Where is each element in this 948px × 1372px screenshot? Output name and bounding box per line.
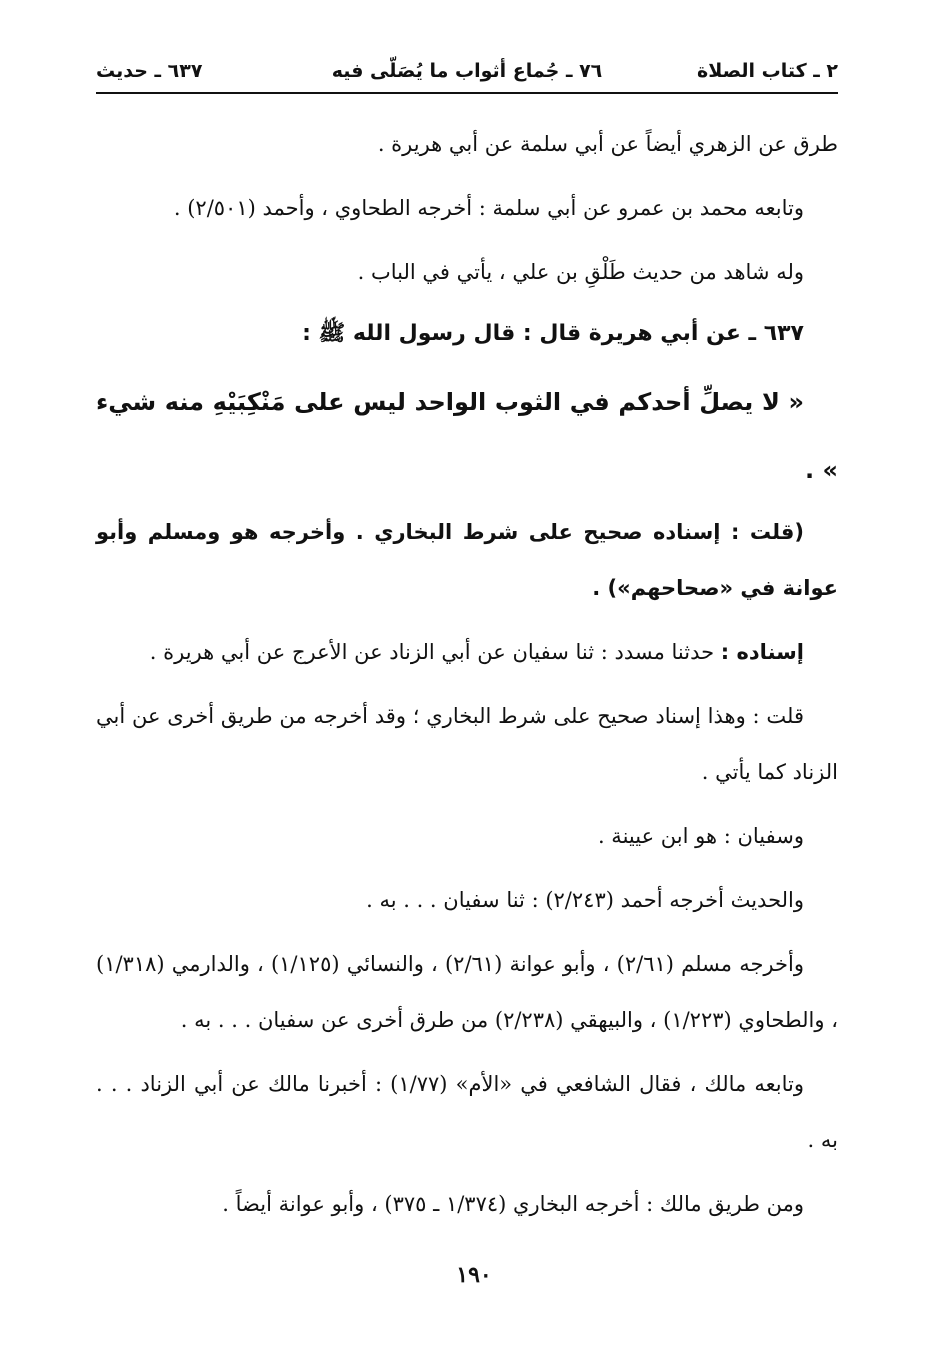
hadith-heading: ٦٣٧ ـ عن أبي هريرة قال : قال رسول الله ﷺ : — [302, 321, 804, 346]
page-body — [96, 116, 838, 1232]
header-hadith-number: ٦٣٧ ـ حديث — [96, 60, 203, 82]
paragraph-text: وله شاهد من حديث طَلْقِ بن علي ، يأتي في الباب . — [357, 260, 804, 284]
paragraph-text: قلت : وهذا إسناد صحيح على شرط البخاري ؛ وقد أخرجه من طريق أخرى عن أبي الزناد كما يأتي . — [96, 704, 838, 784]
isnad-paragraph — [96, 624, 838, 680]
page-number: ١٩٠ — [456, 1262, 492, 1288]
paragraph-text: والحديث أخرجه أحمد (٢/٢٤٣) : ثنا سفيان . . . به . — [366, 888, 804, 912]
paragraph-text: وتابعه محمد بن عمرو عن أبي سلمة : أخرجه الطحاوي ، وأحمد (٢/٥٠١) . — [173, 196, 804, 220]
isnad-label: إسناده : — [720, 640, 804, 664]
isnad-text: حدثنا مسدد : ثنا سفيان عن أبي الزناد عن الأعرج عن أبي هريرة . — [149, 640, 721, 664]
paragraph-text: وأخرجه مسلم (٢/٦١) ، وأبو عوانة (٢/٦١) ، والنسائي (١/١٢٥) ، والدارمي (١/٣١٨) ، والطحاوي (١/٢٢٣) ، والبيهقي (٢/٢٣٨) من طرق أخرى عن سفيان . . . به . — [96, 952, 838, 1032]
running-header — [96, 58, 838, 94]
paragraph-text: وتابعه مالك ، فقال الشافعي في «الأم» (١/٧٧) : أخبرنا مالك عن أبي الزناد . . . به . — [96, 1072, 838, 1152]
hadith-text: « لا يصلِّ أحدكم في الثوب الواحد ليس على مَنْكِبَيْهِ منه شيء » . — [96, 388, 838, 484]
paragraph-text: ومن طريق مالك : أخرجه البخاري (١/٣٧٤ ـ ٣٧٥) ، وأبو عوانة أيضاً . — [222, 1192, 804, 1216]
paragraph-text: طرق عن الزهري أيضاً عن أبي سلمة عن أبي هريرة . — [377, 132, 838, 156]
header-book-title: ٢ ـ كتاب الصلاة — [697, 60, 838, 82]
header-chapter-title: ٧٦ ـ جُماع أثواب ما يُصَلّى فيه — [331, 60, 603, 82]
paragraph-text: وسفيان : هو ابن عيينة . — [597, 824, 804, 848]
author-note: (قلت : إسناده صحيح على شرط البخاري . وأخرجه هو ومسلم وأبو عوانة في «صحاحهم») . — [96, 520, 838, 600]
